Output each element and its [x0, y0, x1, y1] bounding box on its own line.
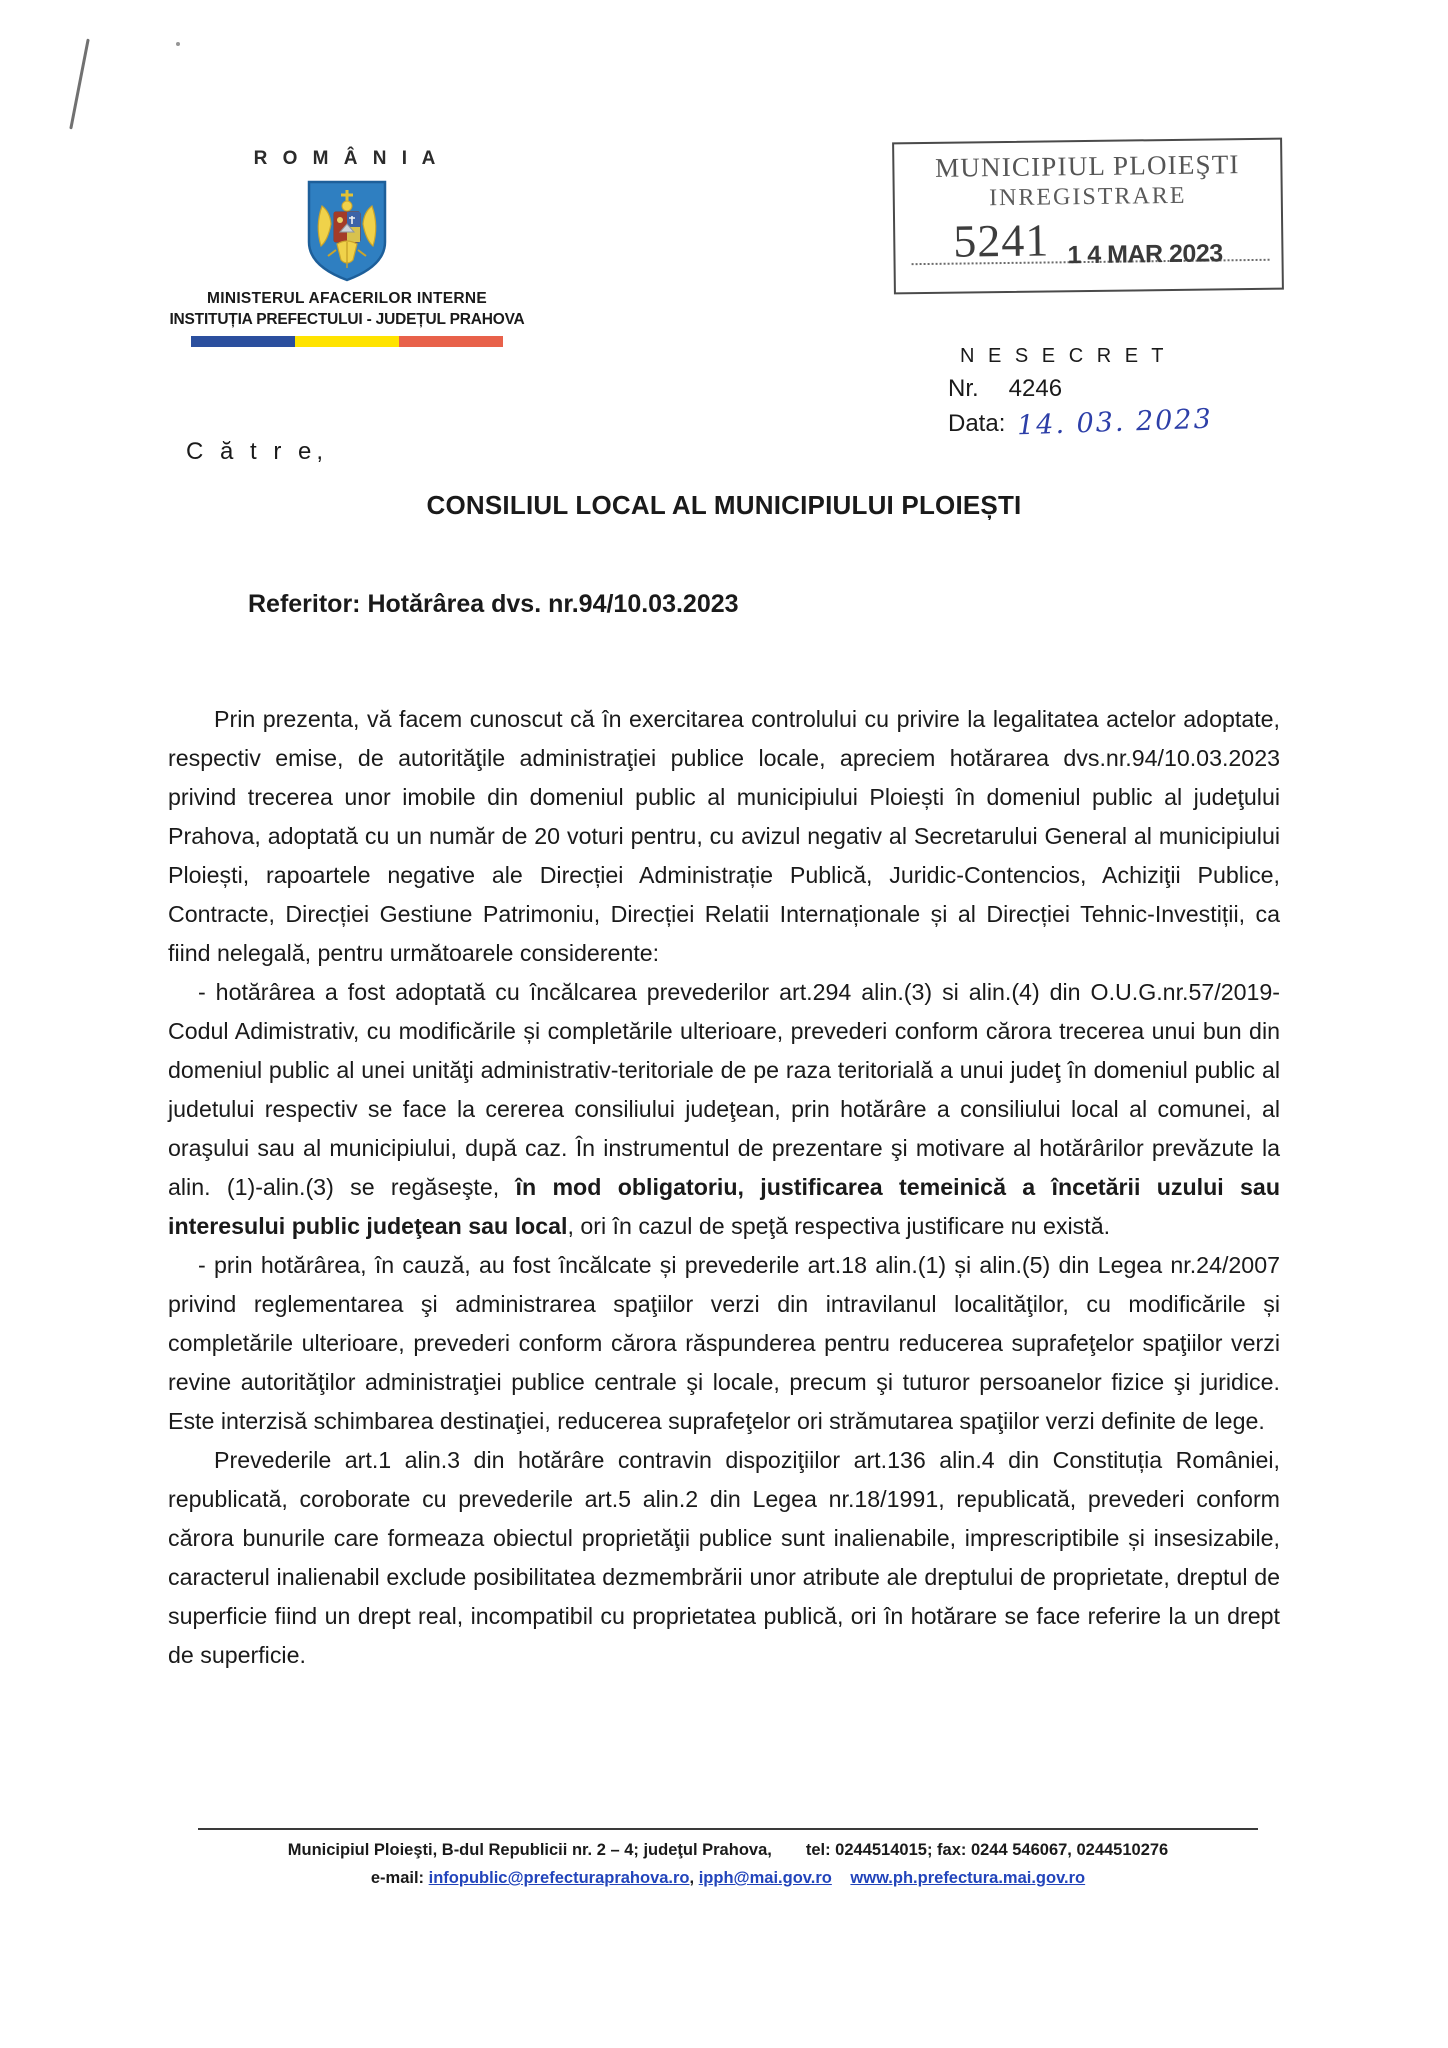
stamp-municipality: MUNICIPIUL PLOIEŞTI: [934, 149, 1240, 183]
classification-block: [948, 345, 1214, 442]
pen-dot-mark: [176, 42, 180, 46]
subject-line: Referitor: Hotărârea dvs. nr.94/10.03.2023: [248, 590, 739, 618]
recipient-name: CONSILIUL LOCAL AL MUNICIPIULUI PLOIEȘTI: [426, 490, 1022, 520]
footer-divider: [198, 1828, 1258, 1830]
document-number-row: [948, 375, 1213, 403]
coat-of-arms-icon: [132, 180, 562, 284]
body-paragraph-2-part-c: , ori în cazul de speţă respectiva justificare nu există.: [567, 1213, 1111, 1239]
stamp-number-row: [895, 211, 1282, 278]
document-date-label: Data:: [948, 410, 1006, 437]
footer-email-separator: ,: [689, 1869, 695, 1887]
footer-email-link-2[interactable]: ipph@mai.gov.ro: [698, 1869, 832, 1887]
romanian-flag-bar: [191, 336, 503, 347]
footer-email-link-1[interactable]: infopublic@prefecturaprahova.ro: [428, 1869, 690, 1887]
document-number-value: 4246: [1008, 375, 1063, 402]
body-paragraph-4: Prevederile art.1 alin.3 din hotărâre contravin dispoziţiilor art.136 alin.4 din Constituția României, republicată, coroborate cu prevederile art.5 alin.2 din Legea nr.18/1991, republicată, prevederi conform cărora bunurile care formeaza obiectul proprietăţii publice sunt inalienabile, imprescriptibile și insesizabile, caracterul inalienabil exclude posibilitatea dezmembrării unor atribute ale dreptului de proprietate, dreptul de superficie fiind un drept real, incompatibil cu proprietatea publică, ori în hotărare se face referire la un drept de superficie.: [168, 1447, 1280, 1668]
footer-website-link[interactable]: www.ph.prefectura.mai.gov.ro: [850, 1869, 1086, 1887]
body-paragraph-2-part-a: - hotărârea a fost adoptată cu încălcarea prevederilor art.294 alin.(3) si alin.(4) din O.U.G.nr.57/2019-Codul Adimistrativ, cu modificările și completările ulterioare, prevederi conform cărora trecerea unui bun din domeniul public al unei unităţi administrativ-teritoriale de pe raza teritorială a unui judeţ în domeniul public al judetului respectiv se face la cererea consiliului judeţean, prin hotărâre a consiliului local al comunei, al oraşului sau al municipiului, după caz. În instrumentul de prezentare şi motivare al hotărârilor prevăzute la alin. (1)-alin.(3) se regăseşte,: [168, 979, 1280, 1200]
stamp-subtitle: INREGISTRARE: [988, 182, 1187, 212]
pen-stroke-mark: [69, 39, 89, 130]
document-number-label: Nr.: [948, 375, 979, 402]
flag-red-stripe: [399, 336, 503, 347]
document-date-row: [948, 403, 1214, 442]
footer-address: Municipiul Ploieşti, B-dul Republicii nr. 2 – 4; judeţul Prahova,: [287, 1841, 772, 1859]
flag-blue-stripe: [191, 336, 295, 347]
classification-label: N E S E C R E T: [960, 345, 1168, 367]
institution-name: INSTITUȚIA PREFECTULUI - JUDEȚUL PRAHOVA: [169, 311, 525, 328]
footer: [168, 1836, 1288, 1892]
body-paragraph-1: Prin prezenta, vă facem cunoscut că în exercitarea controlului cu privire la legalitatea actelor adoptate, respectiv emise, de autorităţile administraţiei publice locale, apreciem hotărarea dvs.nr.94/10.03.2023 privind trecerea unor imobile din domeniul public al municipiului Ploiești în domeniul public al judeţului Prahova, adoptată cu un număr de 20 voturi pentru, cu avizul negativ al Secretarului General al municipiului Ploiești, rapoartele negative ale Direcției Administrație Publică, Juridic-Contencios, Achiziţii Publice, Contracte, Direcției Gestiune Patrimoniu, Direcției Relatii Internaționale și al Direcției Tehnic-Investiții, ca fiind nelegală, pentru următoarele considerente:: [168, 706, 1280, 966]
body-paragraph-2-emphasis: în mod obligatoriu, justificarea temeinică a încetării uzului sau interesului public judeţean sau local: [168, 1174, 1280, 1239]
body-paragraph-3: - prin hotărârea, în cauză, au fost încălcate și prevederile art.18 alin.(1) și alin.(5) din Legea nr.24/2007 privind reglementarea şi administrarea spaţiilor verzi din intravilanul localităţilor, cu modificările și completările ulterioare, prevederi conform cărora răspunderea pentru reducerea suprafeţelor spaţiilor verzi revine autorităţilor administraţiei publice centrale şi locale, precum şi tuturor persoanelor fizice şi juridice. Este interzisă schimbarea destinaţiei, reducerea suprafeţelor ori strămutarea spaţiilor verzi definite de lege.: [168, 1252, 1280, 1434]
country-name: R O M Â N I A: [253, 148, 441, 169]
salutation: C ă t r e,: [186, 438, 329, 465]
flag-yellow-stripe: [295, 336, 399, 347]
ministry-name: MINISTERUL AFACERILOR INTERNE: [207, 290, 487, 307]
stamp-date: 1 4 MAR 2023: [1067, 239, 1223, 270]
letterhead: [132, 148, 562, 347]
stamp-registration-number: 5241: [952, 214, 1050, 267]
letter-body: [168, 700, 1280, 1675]
footer-email-label: e-mail:: [370, 1869, 425, 1887]
body-paragraph-2: [168, 973, 1280, 1246]
footer-contact-line: [168, 1836, 1288, 1864]
footer-email-line: [168, 1864, 1288, 1892]
registration-stamp: [892, 138, 1284, 295]
footer-phone: tel: 0244514015; fax: 0244 546067, 0244510276: [805, 1841, 1169, 1859]
document-date-handwritten: 14. 03. 2023: [1016, 403, 1214, 442]
